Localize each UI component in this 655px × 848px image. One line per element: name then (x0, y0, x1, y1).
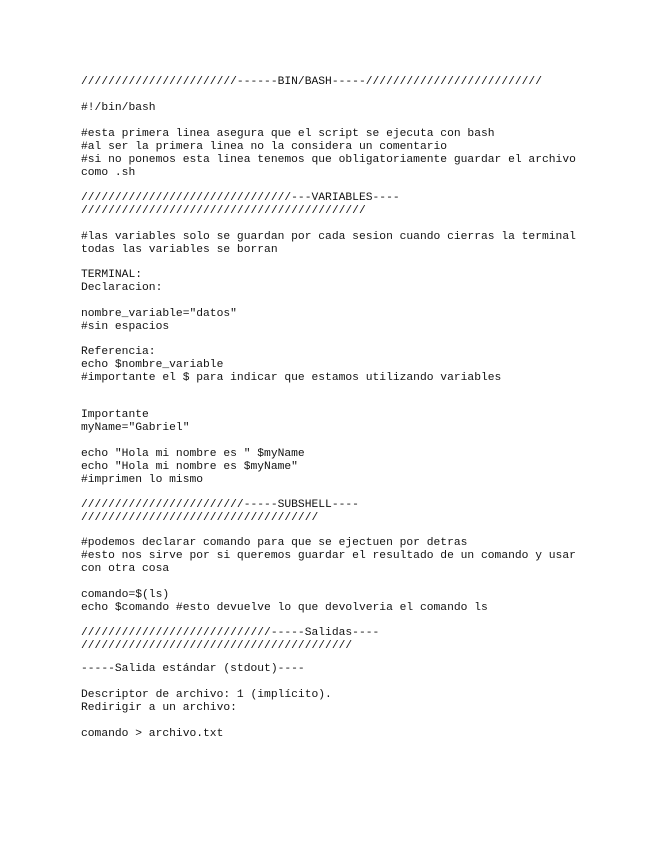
comment-line: #al ser la primera linea no la considera un comentario (81, 141, 448, 153)
separator-line: //////////////////////////////////////// (81, 640, 353, 652)
comment-line: #podemos declarar comando para que se ejectuen por detras (81, 537, 468, 549)
salidas-section-header: ////////////////////////////-----Salidas---- (81, 627, 380, 639)
code-line: comando > archivo.txt (81, 728, 224, 740)
variables-section-header: ///////////////////////////////---VARIABLES---- (81, 192, 400, 204)
code-line: echo $comando #esto devuelve lo que devolveria el comando ls (81, 602, 488, 614)
code-line: nombre_variable="datos" (81, 308, 237, 320)
comment-line: #las variables solo se guardan por cada sesion cuando cierras la terminal (81, 231, 576, 243)
text-line: Descriptor de archivo: 1 (implícito). (81, 689, 332, 701)
text-line: TERMINAL: (81, 269, 143, 281)
comment-continuation: con otra cosa (81, 563, 170, 575)
code-line: comando=$(ls) (81, 589, 170, 601)
separator-line: /////////////////////////////////// (81, 512, 319, 524)
separator-line: ////////////////////////////////////////// (81, 205, 366, 217)
code-line: myName="Gabriel" (81, 422, 190, 434)
text-line: todas las variables se borran (81, 244, 278, 256)
subsection-header: -----Salida estándar (stdout)---- (81, 663, 305, 675)
text-line: Redirigir a un archivo: (81, 702, 237, 714)
comment-line: #esta primera linea asegura que el script se ejecuta con bash (81, 128, 495, 140)
comment-continuation: como .sh (81, 167, 136, 179)
bin-bash-section-header: ///////////////////////------BIN/BASH-----////////////////////////// (81, 76, 542, 88)
comment-line: #importante el $ para indicar que estamos utilizando variables (81, 372, 502, 384)
code-line: echo "Hola mi nombre es $myName" (81, 461, 298, 473)
text-line: Referencia: (81, 346, 156, 358)
comment-line: #sin espacios (81, 321, 170, 333)
shebang-line: #!/bin/bash (81, 102, 156, 114)
code-line: echo "Hola mi nombre es " $myName (81, 448, 305, 460)
comment-line: #si no ponemos esta linea tenemos que obligatoriamente guardar el archivo (81, 154, 576, 166)
subshell-section-header: ////////////////////////-----SUBSHELL---- (81, 499, 359, 511)
text-line: Importante (81, 409, 149, 421)
comment-line: #imprimen lo mismo (81, 474, 204, 486)
code-line: echo $nombre_variable (81, 359, 224, 371)
comment-line: #esto nos sirve por si queremos guardar el resultado de un comando y usar (81, 550, 576, 562)
text-line: Declaracion: (81, 282, 163, 294)
